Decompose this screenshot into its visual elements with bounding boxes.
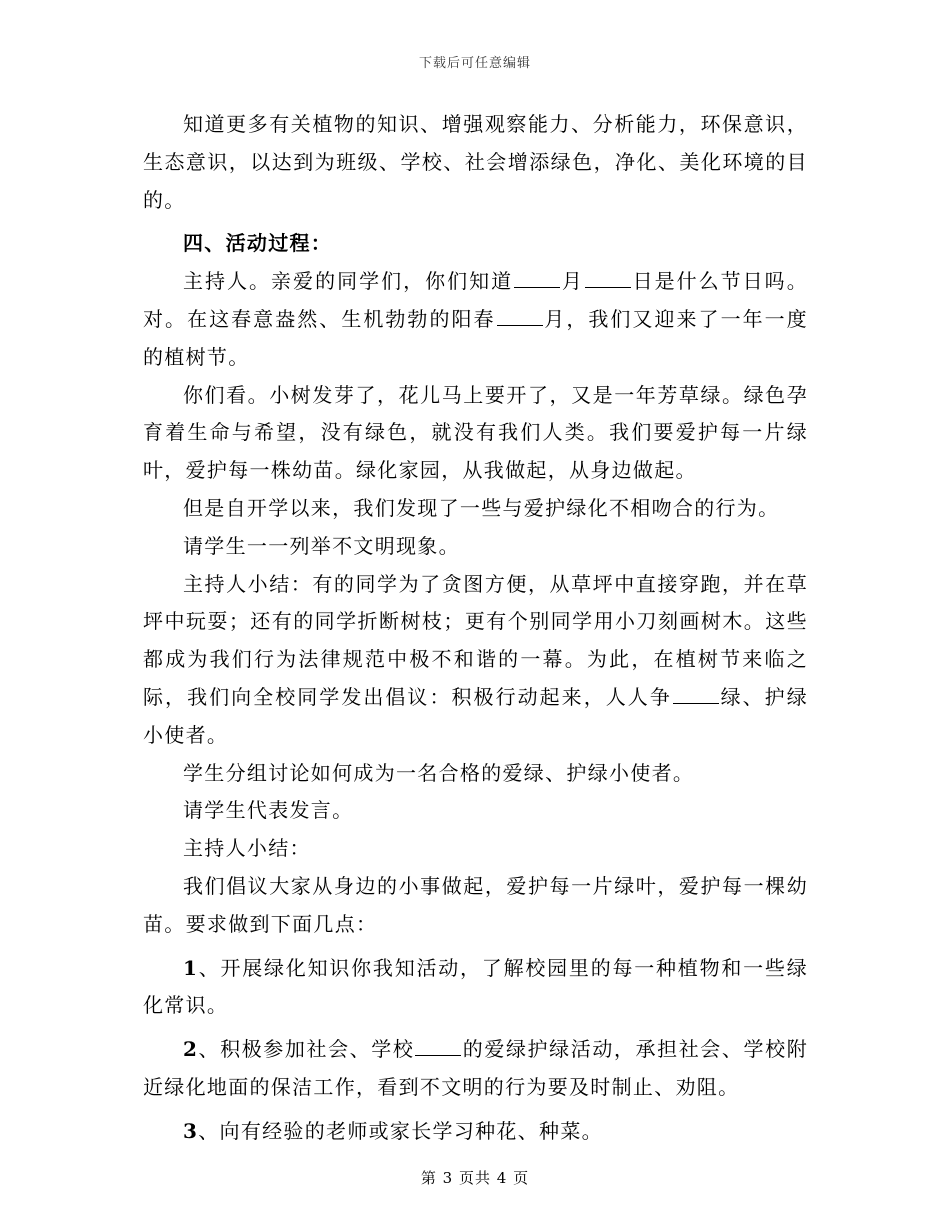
paragraph-list-request: 请学生一一列举不文明现象。 — [183, 533, 460, 558]
section-heading: 四、活动过程： — [183, 231, 333, 256]
paragraph-proposal: 我们倡议大家从身边的小事做起，爱护每一片绿叶，爱护每一棵幼苗。要求做到下面几点： — [143, 873, 808, 936]
fill-blank — [673, 702, 719, 704]
list-item-2: 2、积极参加社会、学校 的爱绿护绿活动，承担社会、学校附近绿化地面的保洁工作，看到不文明的行为要及时制止、劝阻。 — [143, 1037, 808, 1099]
paragraph-intro: 知道更多有关植物的知识、增强观察能力、分析能力，环保意识，生态意识，以达到为班级、学校、社会增添绿色，净化、美化环境的目的。 — [143, 112, 808, 212]
paragraph-discussion: 学生分组讨论如何成为一名合格的爱绿、护绿小使者。 — [183, 760, 695, 785]
fill-blank — [585, 286, 631, 288]
fill-blank — [514, 286, 560, 288]
paragraph-speech: 请学生代表发言。 — [183, 798, 354, 823]
paragraph-host-summary: 主持人小结：有的同学为了贪图方便，从草坪中直接穿跑，并在草坪中玩耍；还有的同学折断树枝；更有个别同学用小刀刻画树木。这些都成为我们行为法律规范中极不和谐的一幕。为此，在植树节来临之际，我们向全校同学发出倡议：积极行动起来，人人争 绿、护绿小使者。 — [143, 571, 809, 747]
page-footer: 第 3 页共 4 页 — [420, 1169, 530, 1187]
paragraph-host-summary-2: 主持人小结： — [183, 836, 311, 861]
document-body — [143, 106, 808, 1151]
page-header: 下载后可任意编辑 — [418, 56, 531, 71]
fill-blank — [497, 324, 543, 326]
paragraph-host-opening: 主持人。亲爱的同学们，你们知道 月 日是什么节日吗。对。在这春意盎然、生机勃勃的阳春 月，我们又迎来了一年一度的植树节。 — [143, 269, 808, 369]
paragraph-green: 你们看。小树发芽了，花儿马上要开了，又是一年芳草绿。绿色孕育着生命与希望，没有绿色，就没有我们人类。我们要爱护每一片绿叶，爱护每一株幼苗。绿化家园，从我做起，从身边做起。 — [143, 382, 808, 483]
fill-blank — [415, 1054, 461, 1056]
list-item-1: 1、开展绿化知识你我知活动，了解校园里的每一种植物和一些绿化常识。 — [143, 955, 808, 1018]
list-item-3: 3、向有经验的老师或家长学习种花、种菜。 — [183, 1118, 603, 1143]
paragraph-behavior: 但是自开学以来，我们发现了一些与爱护绿化不相吻合的行为。 — [183, 495, 780, 520]
